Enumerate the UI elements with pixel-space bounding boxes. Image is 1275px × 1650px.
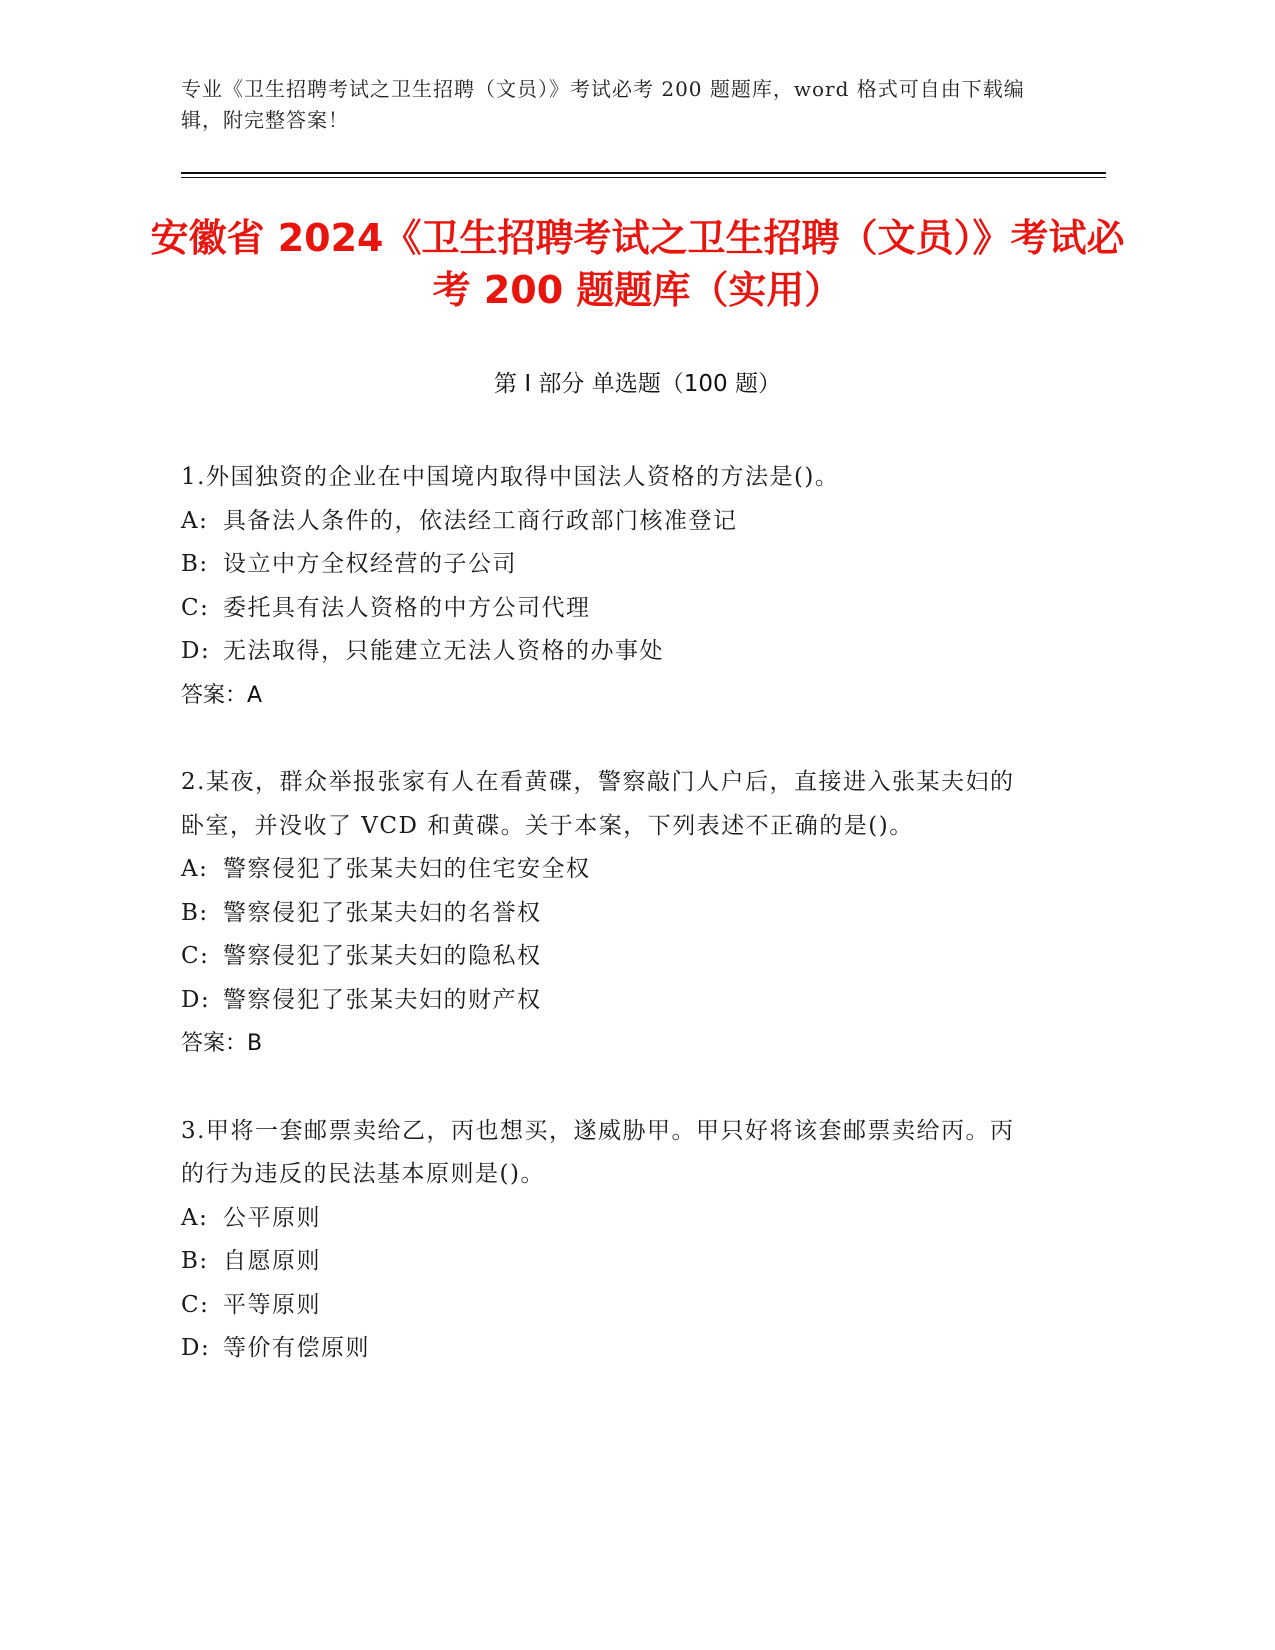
option-d — [181, 979, 1031, 1023]
option-d — [181, 1327, 1031, 1371]
option-c — [181, 587, 1031, 631]
option-c — [181, 1284, 1031, 1328]
option-d — [181, 630, 1031, 674]
section-title: 第 I 部分 单选题（100 题） — [494, 371, 781, 397]
option-b — [181, 543, 1031, 587]
option-letter: A: — [181, 1204, 209, 1231]
option-a — [181, 848, 1031, 892]
question-2 — [181, 761, 1031, 1066]
option-text: 设立中方全权经营的子公司 — [223, 551, 517, 577]
option-letter: B: — [181, 1248, 209, 1274]
answer: 答案：A — [181, 682, 263, 708]
question-stem: 3.甲将一套邮票卖给乙，丙也想买，遂威胁甲。甲只好将该套邮票卖给丙。丙的行为违反的民法基本原则是()。 — [181, 1117, 1015, 1187]
option-letter: B: — [181, 551, 209, 577]
document-title: 安徽省 2024《卫生招聘考试之卫生招聘（文员）》考试必考 200 题题库（实用） — [150, 216, 1125, 312]
question-1 — [181, 456, 1031, 717]
option-b — [181, 892, 1031, 936]
question-list — [181, 456, 1031, 1415]
option-text: 等价有偿原则 — [223, 1335, 370, 1361]
option-text: 警察侵犯了张某夫妇的财产权 — [223, 986, 542, 1013]
option-text: 警察侵犯了张某夫妇的隐私权 — [223, 943, 542, 969]
option-letter: D: — [181, 986, 211, 1013]
option-text: 警察侵犯了张某夫妇的名誉权 — [223, 899, 542, 926]
option-text: 具备法人条件的，依法经工商行政部门核准登记 — [223, 507, 738, 534]
option-text: 公平原则 — [223, 1204, 321, 1231]
question-3 — [181, 1110, 1031, 1371]
option-letter: D: — [181, 638, 211, 664]
option-letter: A: — [181, 856, 209, 882]
option-letter: D: — [181, 1335, 211, 1361]
option-text: 平等原则 — [223, 1291, 321, 1318]
option-text: 自愿原则 — [223, 1248, 321, 1274]
option-letter: C: — [181, 943, 210, 969]
option-letter: A: — [181, 507, 209, 534]
option-c — [181, 935, 1031, 979]
header-divider-thick — [181, 172, 1106, 174]
option-letter: C: — [181, 1291, 210, 1318]
option-text: 警察侵犯了张某夫妇的住宅安全权 — [223, 856, 591, 882]
option-text: 无法取得，只能建立无法人资格的办事处 — [223, 638, 664, 664]
option-a — [181, 500, 1031, 544]
option-a — [181, 1197, 1031, 1241]
question-stem: 1.外国独资的企业在中国境内取得中国法人资格的方法是()。 — [181, 464, 840, 490]
option-text: 委托具有法人资格的中方公司代理 — [223, 594, 591, 621]
answer: 答案：B — [181, 1031, 263, 1056]
header-note: 专业《卫生招聘考试之卫生招聘（文员）》考试必考 200 题题库，word 格式可自由下载编辑，附完整答案！ — [181, 77, 1025, 132]
option-b — [181, 1240, 1031, 1284]
header-divider-thin — [181, 177, 1106, 178]
question-stem: 2.某夜，群众举报张家有人在看黄碟，警察敲门人户后，直接进入张某夫妇的卧室，并没收了 VCD 和黄碟。关于本案，下列表述不正确的是()。 — [181, 769, 1015, 839]
option-letter: C: — [181, 594, 210, 621]
option-letter: B: — [181, 899, 209, 926]
